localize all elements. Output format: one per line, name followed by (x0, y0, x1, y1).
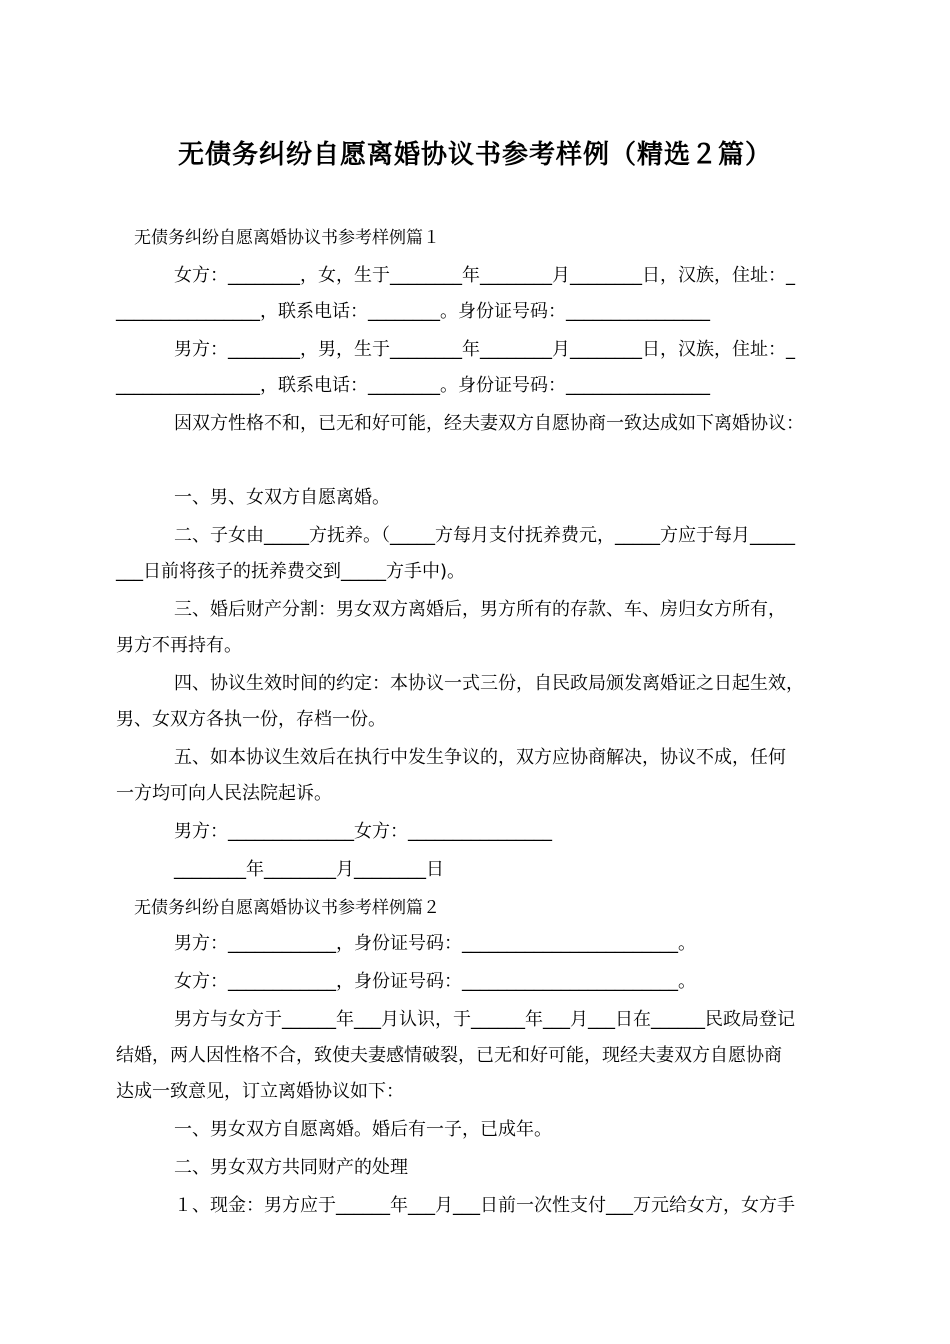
paragraph-line: ________________，联系电话：________。身份证号码：________________ (116, 301, 710, 322)
paragraph-line: 男方不再持有。 (116, 635, 242, 656)
paragraph-line: 一、男女双方自愿离婚。婚后有一子，已成年。 (174, 1119, 552, 1140)
section-heading-1: 无债务纠纷自愿离婚协议书参考样例篇１ (134, 228, 440, 248)
paragraph-line: 男方：________，男，生于________年________月________日，汉族，住址：_ (174, 339, 795, 360)
paragraph-line: 二、子女由_____方抚养。（_____方每月支付抚养费元，_____方应于每月_____ (174, 525, 795, 546)
paragraph-line: 女方：________，女，生于________年________月________日，汉族，住址：_ (174, 265, 795, 286)
section-heading-2: 无债务纠纷自愿离婚协议书参考样例篇２ (134, 898, 440, 918)
paragraph-line: 五、如本协议生效后在执行中发生争议的，双方应协商解决，协议不成，任何 (174, 747, 786, 768)
date-line: ________年________月________日 (174, 859, 444, 880)
paragraph-line: 结婚，两人因性格不合，致使夫妻感情破裂，已无和好可能，现经夫妻双方自愿协商 (116, 1045, 782, 1066)
paragraph-line: 二、男女双方共同财产的处理 (174, 1157, 408, 1178)
paragraph-line: 四、协议生效时间的约定：本协议一式三份，自民政局颁发离婚证之日起生效， (174, 673, 804, 694)
paragraph-line: ___日前将孩子的抚养费交到_____方手中)。 (116, 561, 466, 582)
paragraph-line: 男、女双方各执一份，存档一份。 (116, 709, 386, 730)
paragraph-line: 男方与女方于______年___月认识，于______年___月___日在______民政局登记 (174, 1009, 795, 1030)
paragraph-line: 达成一致意见，订立离婚协议如下： (116, 1081, 404, 1102)
paragraph-line: 三、婚后财产分割：男女双方离婚后，男方所有的存款、车、房归女方所有， (174, 599, 786, 620)
paragraph-line: １、现金：男方应于______年___月___日前一次性支付___万元给女方，女方手 (174, 1195, 795, 1216)
paragraph-line: 因双方性格不和，已无和好可能，经夫妻双方自愿协商一致达成如下离婚协议： (174, 413, 804, 434)
paragraph-line: ________________，联系电话：________。身份证号码：________________ (116, 375, 710, 396)
paragraph-line: 一、男、女双方自愿离婚。 (174, 487, 390, 508)
paragraph-line: 女方：____________，身份证号码：________________________。 (174, 971, 696, 992)
document-title: 无债务纠纷自愿离婚协议书参考样例（精选２篇） (177, 140, 772, 170)
paragraph-line: 一方均可向人民法院起诉。 (116, 783, 332, 804)
paragraph-line: 男方：____________，身份证号码：________________________。 (174, 933, 696, 954)
signature-line: 男方：______________女方：________________ (174, 821, 552, 842)
